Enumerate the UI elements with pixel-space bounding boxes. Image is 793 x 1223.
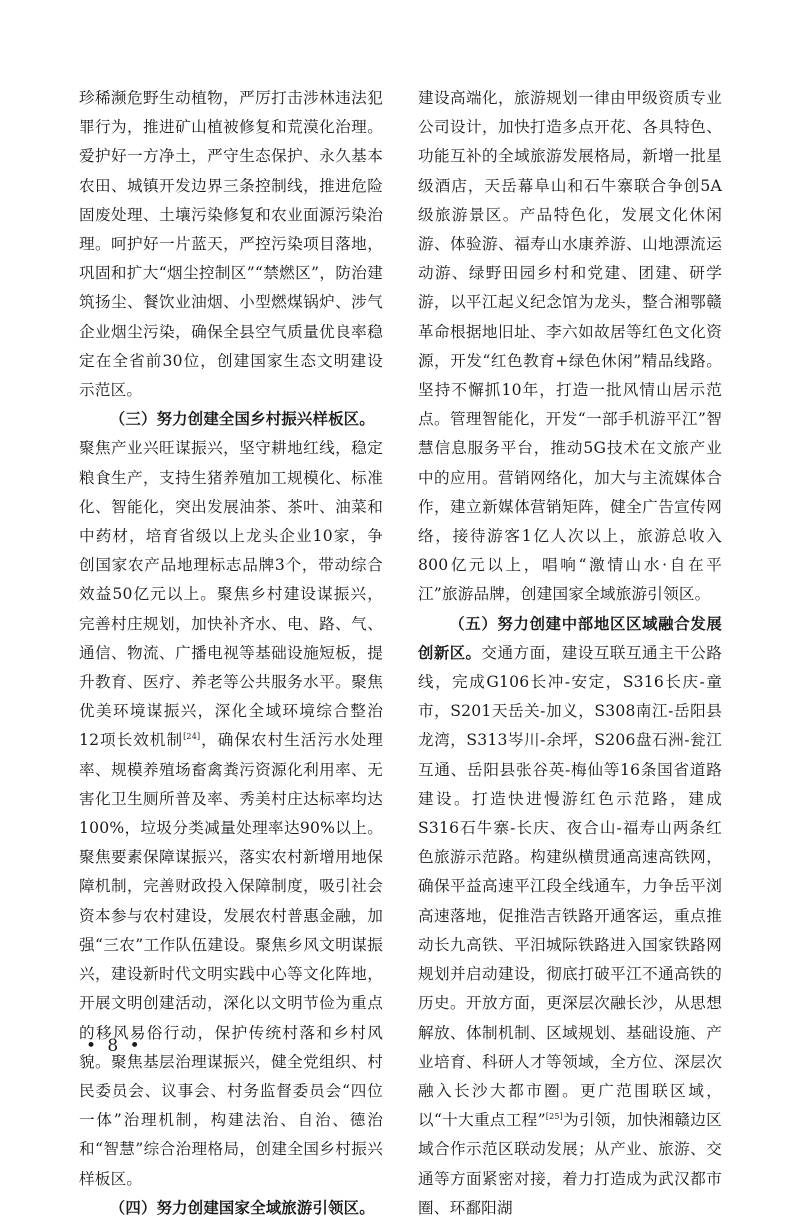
right-column <box>418 84 722 1223</box>
reference-25: [25] <box>545 1111 563 1121</box>
paragraph-ecology-continued: 珍稀濒危野生动植物，严厉打击涉林违法犯罪行为，推进矿山植被修复和荒漠化治理。爱护好一方净土，严守生态保护、永久基本农田、城镇开发边界三条控制线，推进危险固废处理、土壤污染修复和农业面源污染治理。呵护好一片蓝天，严控污染项目落地，巩固和扩大“烟尘控制区”“禁燃区”，防治建筑扬尘、餐饮业油烟、小型燃煤锅炉、涉气企业烟尘污染，确保全县空气质量优良率稳定在全省前30位，创建国家生态文明建设示范区。 <box>79 89 383 400</box>
paragraph-text: ，确保农村生活污水处理率、规模养殖场畜禽粪污资源化利用率、无害化卫生厕所普及率、秀美村庄达标率均达100%，垃圾分类减量处理率达90%以上。聚焦要素保障谋振兴，落实农村新增用地保障机制，完善财政投入保障制度，吸引社会资本参与农村建设，发展农村普惠金融，加强“三农”工作队伍建设。聚焦乡风文明谋振兴，建设新时代文明实践中心等文化阵地，开展文明创建活动，深化以文明节俭为重点的移风易俗行动，保护传统村落和乡村风貌。聚焦基层治理谋振兴，健全党组织、村民委员会、议事会、村务监督委员会“四位一体”治理机制，构建法治、自治、德治和“智慧”综合治理格局，创建全国乡村振兴样板区。 <box>79 731 383 1188</box>
paragraph-text: 为引领，加快湘赣边区域合作示范区联动发展；从产业、旅游、交通等方面紧密对接，着力打造成为武汉都市圈、环鄱阳湖 <box>418 1111 722 1217</box>
paragraph-text: 聚焦产业兴旺谋振兴，坚守耕地红线，稳定粮食生产，支持生猪养殖加工规模化、标准化、智能化，突出发展油茶、茶叶、油菜和中药材，培育省级以上龙头企业10家，争创国家农产品地理标志品牌3个，带动综合效益50亿元以上。聚焦乡村建设谋振兴，完善村庄规划，加快补齐水、电、路、气、通信、物流、广播电视等基础设施短板，提升教育、医疗、养老等公共服务水平。聚焦优美环境谋振兴，深化全域环境综合整治12项长效机制 <box>79 439 383 750</box>
paragraph-text: 交通方面，建设互联互通主干公路线，完成G106长冲-安定，S316长庆-童市，S201天岳关-加义，S308南江-岳阳县龙湾，S313岑川-余坪，S206盘石洲-瓮江互通、岳阳县张谷英-梅仙等16条国省道路建设。打造快进慢游红色示范路，建成S316石牛寨-长庆、夜合山-福寿山两条红色旅游示范路。构建纵横贯通高速高铁网，确保平益高速平江段全线通车，力争岳平浏高速落地，促推浩吉铁路开通客运，重点推动长九高铁、平汨城际铁路进入国家铁路网规划并启动建设，彻底打破平江不通高铁的历史。开放方面，更深层次融长沙，从思想解放、体制机制、区域规划、基础设施、产业培育、科研人才等领域，全方位、深层次融入长沙大都市圈。更广范围联区域，以“十大重点工程” <box>418 643 722 1130</box>
reference-24: [24] <box>183 732 201 742</box>
section-heading-4: （四）努力创建国家全域旅游引领区。 <box>109 1198 375 1217</box>
paragraph-rural-revitalization <box>79 434 383 1193</box>
section-heading-3: （三）努力创建全国乡村振兴样板区。 <box>109 410 375 429</box>
paragraph-regional-integration <box>418 610 722 1223</box>
page-number: • 8 • <box>86 1036 143 1056</box>
section-heading-5: （五）努力创建中部地区区域融合发展创新区。 <box>418 614 722 662</box>
paragraph-tourism-continued: 建设高端化，旅游规划一律由甲级资质专业公司设计，加快打造多点开花、各具特色、功能互补的全域旅游发展格局，新增一批星级酒店，天岳幕阜山和石牛寨联合争创5A级旅游景区。产品特色化，发展文化休闲游、体验游、福寿山水康养游、山地漂流运动游、绿野田园乡村和党建、团建、研学游，以平江起义纪念馆为龙头，整合湘鄂赣革命根据地旧址、李六如故居等红色文化资源，开发“红色教育+绿色休闲”精品线路。坚持不懈抓10年，打造一批风情山居示范点。管理智能化，开发“一部手机游平江”智慧信息服务平台，推动5G技术在文旅产业中的应用。营销网络化，加大与主流媒体合作，建立新媒体营销矩阵，健全广告宣传网络，接待游客1亿人次以上，旅游总收入800亿元以上，唱响“激情山水·自在平江”旅游品牌，创建国家全域旅游引领区。 <box>418 89 722 604</box>
